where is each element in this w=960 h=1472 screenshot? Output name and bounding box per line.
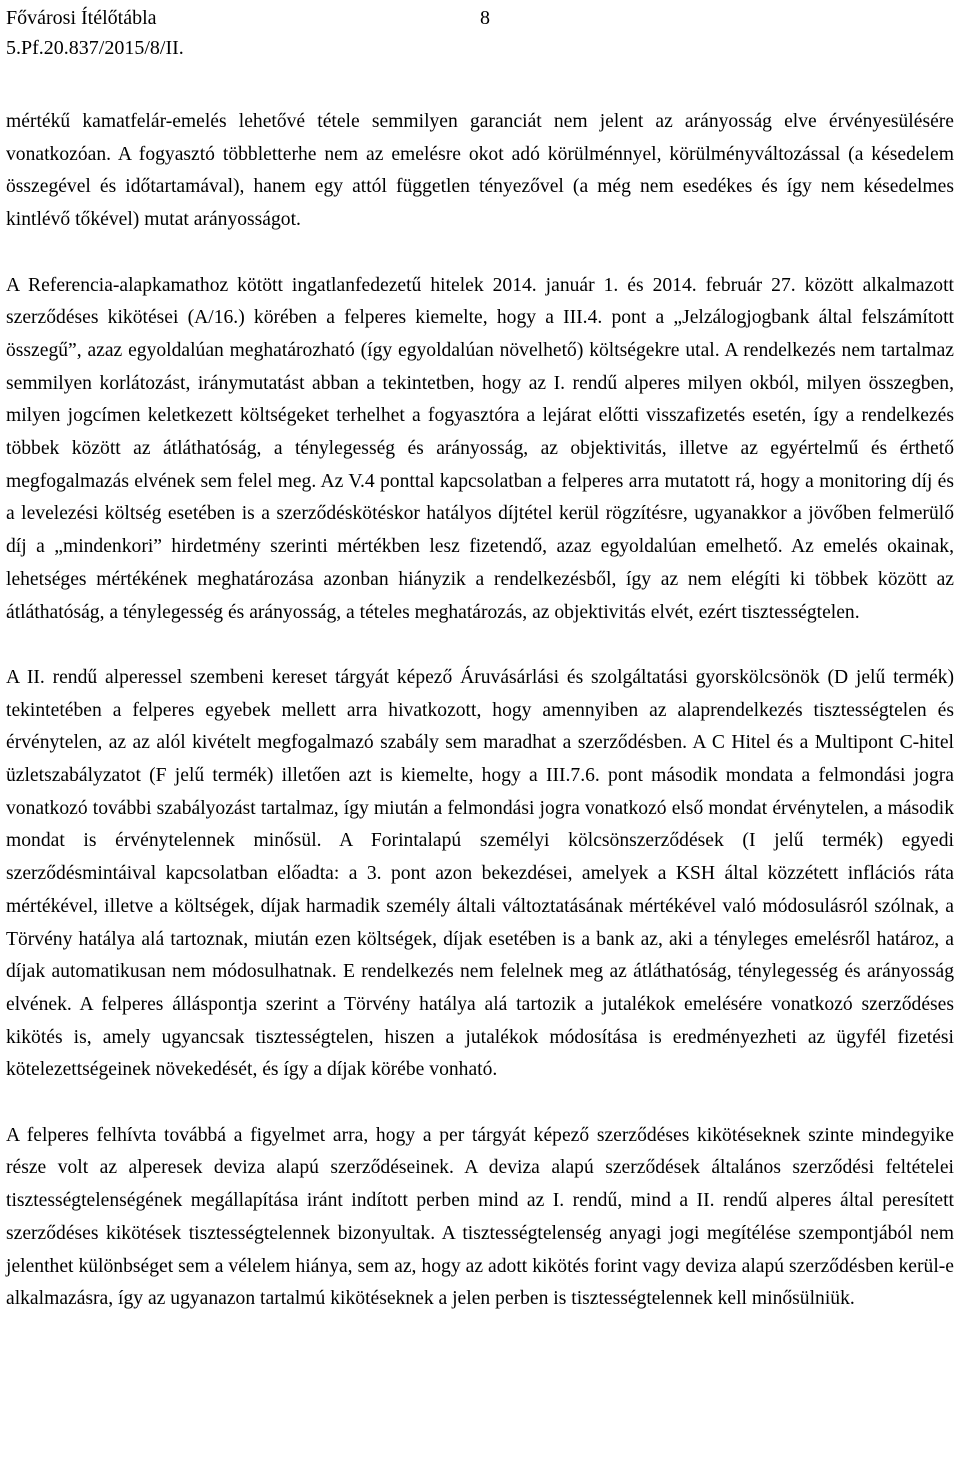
court-name: Fővárosi Ítélőtábla xyxy=(6,7,157,29)
case-number: 5.Pf.20.837/2015/8/II. xyxy=(6,37,184,59)
paragraph-2: A Referencia-alapkamathoz kötött ingatlanfedezetű hitelek 2014. január 1. és 2014. február 27. között alkalmazott szerződéses kikötései (A/16.) körében a felperes kiemelte, hogy a III.4. pont a „Jelzálogjogbank által felszámított összegű”, azaz egyoldalúan meghatározható (így egyoldalúan növelhető) költségekre utal. A rendelkezés nem tartalmaz semmilyen korlátozást, iránymutatást abban a tekintetben, hogy az I. rendű alperes milyen okból, milyen összegben, milyen jogcímen keletkezett költségeket terhelhet a fogyasztóra a lejárat előtti visszafizetés esetén, így a rendelkezés többek között az átláthatóság, a ténylegesség és arányosság, az objektivitás, illetve az egyértelmű és érthető megfogalmazás elvének sem felel meg. Az V.4 ponttal kapcsolatban a felperes arra mutatott rá, hogy a monitoring díj és a levelezési költség esetében is a szerződéskötéskor hatályos díjtétel kerül rögzítésre, ugyanakkor a jövőben felmerülő díj a „mindenkori” hirdetmény szerinti mértékben lesz fizetendő, azaz egyoldalúan emelhető. Az emelés okainak, lehetséges mértékének meghatározása azonban hiányzik a rendelkezésből, így az nem elégíti ki többek között az átláthatóság, a ténylegesség és arányosság, a tételes meghatározás, az objektivitás elvét, ezért tisztességtelen. xyxy=(6,274,954,623)
paragraph-4: A felperes felhívta továbbá a figyelmet arra, hogy a per tárgyát képező szerződéses kikötéseknek szinte mindegyike része volt az alperesek deviza alapú szerződéseinek. A deviza alapú szerződések általános szerződési feltételei tisztességtelenségének megállapítása iránt indított perben mind az I. rendű, mind a II. rendű alperes által peresített szerződéses kikötések tisztességtelennek bizonyultak. A tisztességtelenség anyagi jogi megítélése szempontjából nem jelenthet különbséget sem a vélelem hiánya, sem az, hogy az adott kikötés forint vagy deviza alapú szerződésben kerül-e alkalmazásra, így az ugyanazon tartalmú kikötéseknek a jelen perben is tisztességtelennek kell minősülniük. xyxy=(6,1124,954,1310)
paragraph-3: A II. rendű alperessel szembeni kereset tárgyát képező Áruvásárlási és szolgáltatási gyorskölcsönök (D jelű termék) tekintetében a felperes egyebek mellett arra hivatkozott, hogy amennyiben az alaprendelkezés tisztességtelen és érvénytelen, az az alól kivételt megfogalmazó szabály sem maradhat a szerződésben. A C Hitel és a Multipont C-hitel üzletszabályzatot (F jelű termék) illetően azt is kiemelte, hogy a III.7.6. pont második mondata a felmondási jogra vonatkozó további szabályozást tartalmaz, így miután a felmondási jogra vonatkozó első mondat érvénytelen, a második mondat is érvénytelennek minősül. A Forintalapú személyi kölcsönszerződések (I jelű termék) egyedi szerződésmintáival kapcsolatban előadta: a 3. pont azon bekezdései, amelyek a KSH által közzétett inflációs ráta mértékével, illetve a költségek, díjak harmadik személy általi változtatásának mértékével való módosulásról szólnak, a Törvény hatálya alá tartoznak, miután ezen költségek, díjak esetében is a bank az, aki a tényleges emelésről határoz, a díjak automatikusan nem módosulhatnak. E rendelkezés nem felelnek meg az átláthatóság, ténylegesség és arányosság elvének. A felperes álláspontja szerint a Törvény hatálya alá tartozik a jutalékok emelésére vonatkozó szerződéses kikötés is, amely ugyancsak tisztességtelen, hiszen a jutalékok módosítása is eredményezheti az ügyfél fizetési kötelezettségeinek növekedését, és így a díjak körébe vonható. xyxy=(6,666,954,1081)
paragraph-spacer xyxy=(6,1087,954,1120)
paragraph-1: mértékű kamatfelár-emelés lehetővé tétele semmilyen garanciát nem jelent az arányosság elve érvényesülésére vonatkozóan. A fogyasztó többletterhe nem az emelésre okot adó körülménnyel, körülményváltozással (a késedelem összegével és időtartamával), hanem egy attól független tényezővel (a még nem esedékes és így nem késedelmes kintlévő tőkével) mutat arányosságot. xyxy=(6,111,954,231)
paragraph-spacer xyxy=(6,629,954,662)
page-number: 8 xyxy=(480,7,490,29)
document-body xyxy=(6,106,954,1316)
paragraph-spacer xyxy=(6,237,954,270)
